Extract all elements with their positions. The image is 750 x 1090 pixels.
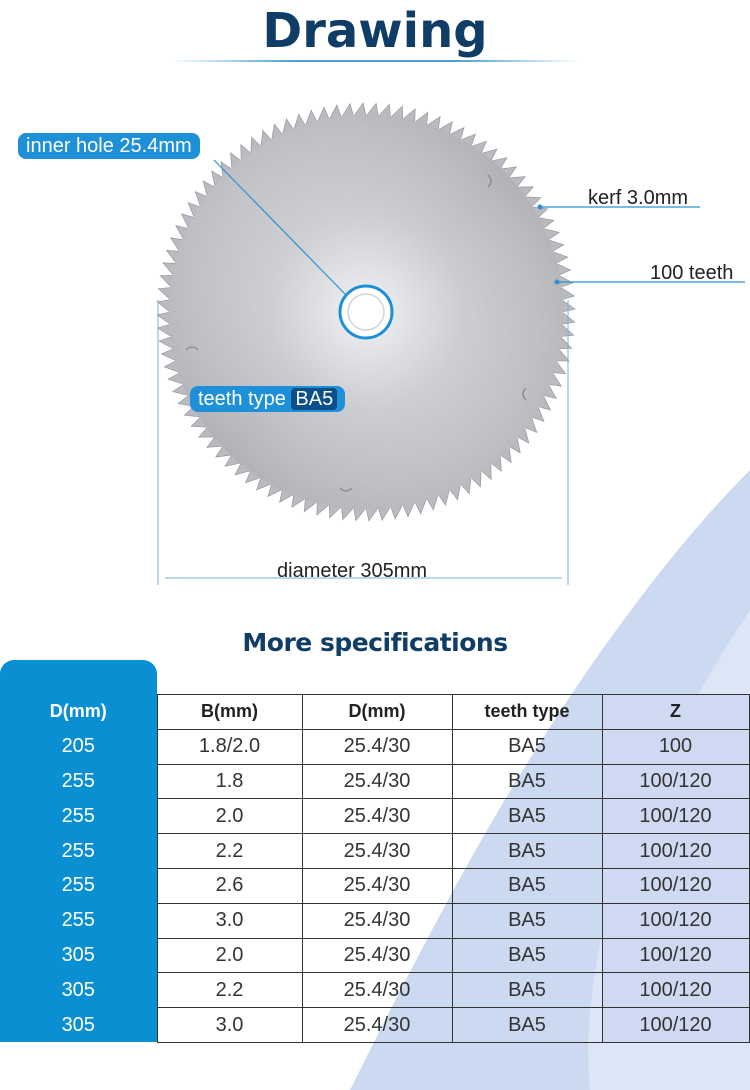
header-diameter: D(mm)	[49, 701, 107, 722]
cell-teeth-count: 100	[602, 729, 749, 764]
cell-bore: 25.4/30	[302, 1008, 452, 1043]
cell-diameter: 305	[61, 978, 95, 1001]
teeth-type-value: BA5	[291, 388, 337, 410]
cell-kerf: 2.0	[157, 799, 302, 834]
cell-teeth-type: BA5	[452, 938, 602, 973]
header-bore: D(mm)	[302, 695, 452, 730]
cell-kerf: 3.0	[157, 1008, 302, 1043]
cell-bore: 25.4/30	[302, 868, 452, 903]
cell-teeth-count: 100/120	[602, 834, 749, 869]
cell-kerf: 2.2	[157, 834, 302, 869]
header-teeth-count: Z	[602, 695, 749, 730]
cell-teeth-count: 100/120	[602, 1008, 749, 1043]
cell-bore: 25.4/30	[302, 903, 452, 938]
spec-table	[0, 694, 750, 1043]
cell-diameter: 255	[61, 839, 95, 862]
table-row	[0, 1008, 749, 1043]
table-row	[0, 903, 749, 938]
table-row	[0, 764, 749, 799]
cell-diameter: 305	[61, 1013, 95, 1036]
cell-bore: 25.4/30	[302, 938, 452, 973]
cell-kerf: 1.8	[157, 764, 302, 799]
inner-hole-badge	[18, 133, 200, 159]
cell-teeth-type: BA5	[452, 764, 602, 799]
cell-teeth-count: 100/120	[602, 973, 749, 1008]
cell-diameter: 305	[61, 943, 95, 966]
cell-teeth-count: 100/120	[602, 938, 749, 973]
cell-kerf: 1.8/2.0	[157, 729, 302, 764]
inner-hole-label: inner hole 25.4mm	[26, 135, 192, 157]
cell-diameter: 255	[61, 804, 95, 827]
cell-teeth-type: BA5	[452, 903, 602, 938]
cell-diameter: 205	[61, 735, 95, 758]
cell-teeth-type: BA5	[452, 834, 602, 869]
cell-teeth-type: BA5	[452, 1008, 602, 1043]
table-row	[0, 729, 749, 764]
cell-teeth-count: 100/120	[602, 799, 749, 834]
cell-diameter: 255	[61, 874, 95, 897]
teeth-type-prefix: teeth type	[198, 388, 286, 410]
title-underline	[170, 60, 580, 62]
cell-teeth-count: 100/120	[602, 764, 749, 799]
cell-kerf: 2.6	[157, 868, 302, 903]
table-header-row	[0, 695, 749, 730]
cell-bore: 25.4/30	[302, 834, 452, 869]
table-row	[0, 834, 749, 869]
teeth-count-label: 100 teeth	[650, 262, 734, 284]
header-kerf: B(mm)	[157, 695, 302, 730]
kerf-label: kerf 3.0mm	[588, 187, 689, 209]
cell-kerf: 3.0	[157, 903, 302, 938]
diameter-label: diameter 305mm	[277, 560, 428, 582]
cell-bore: 25.4/30	[302, 799, 452, 834]
cell-kerf: 2.2	[157, 973, 302, 1008]
teeth-type-badge	[190, 386, 345, 412]
cell-diameter: 255	[61, 769, 95, 792]
page-title: Drawing	[262, 3, 488, 59]
cell-diameter: 255	[61, 909, 95, 932]
header-teeth-type: teeth type	[452, 695, 602, 730]
table-row	[0, 799, 749, 834]
cell-teeth-type: BA5	[452, 799, 602, 834]
cell-bore: 25.4/30	[302, 764, 452, 799]
cell-teeth-count: 100/120	[602, 868, 749, 903]
table-row	[0, 868, 749, 903]
cell-kerf: 2.0	[157, 938, 302, 973]
cell-teeth-type: BA5	[452, 868, 602, 903]
cell-teeth-type: BA5	[452, 973, 602, 1008]
table-row	[0, 973, 749, 1008]
spec-title: More specifications	[242, 628, 508, 657]
cell-teeth-count: 100/120	[602, 903, 749, 938]
cell-bore: 25.4/30	[302, 729, 452, 764]
cell-bore: 25.4/30	[302, 973, 452, 1008]
cell-teeth-type: BA5	[452, 729, 602, 764]
table-row	[0, 938, 749, 973]
